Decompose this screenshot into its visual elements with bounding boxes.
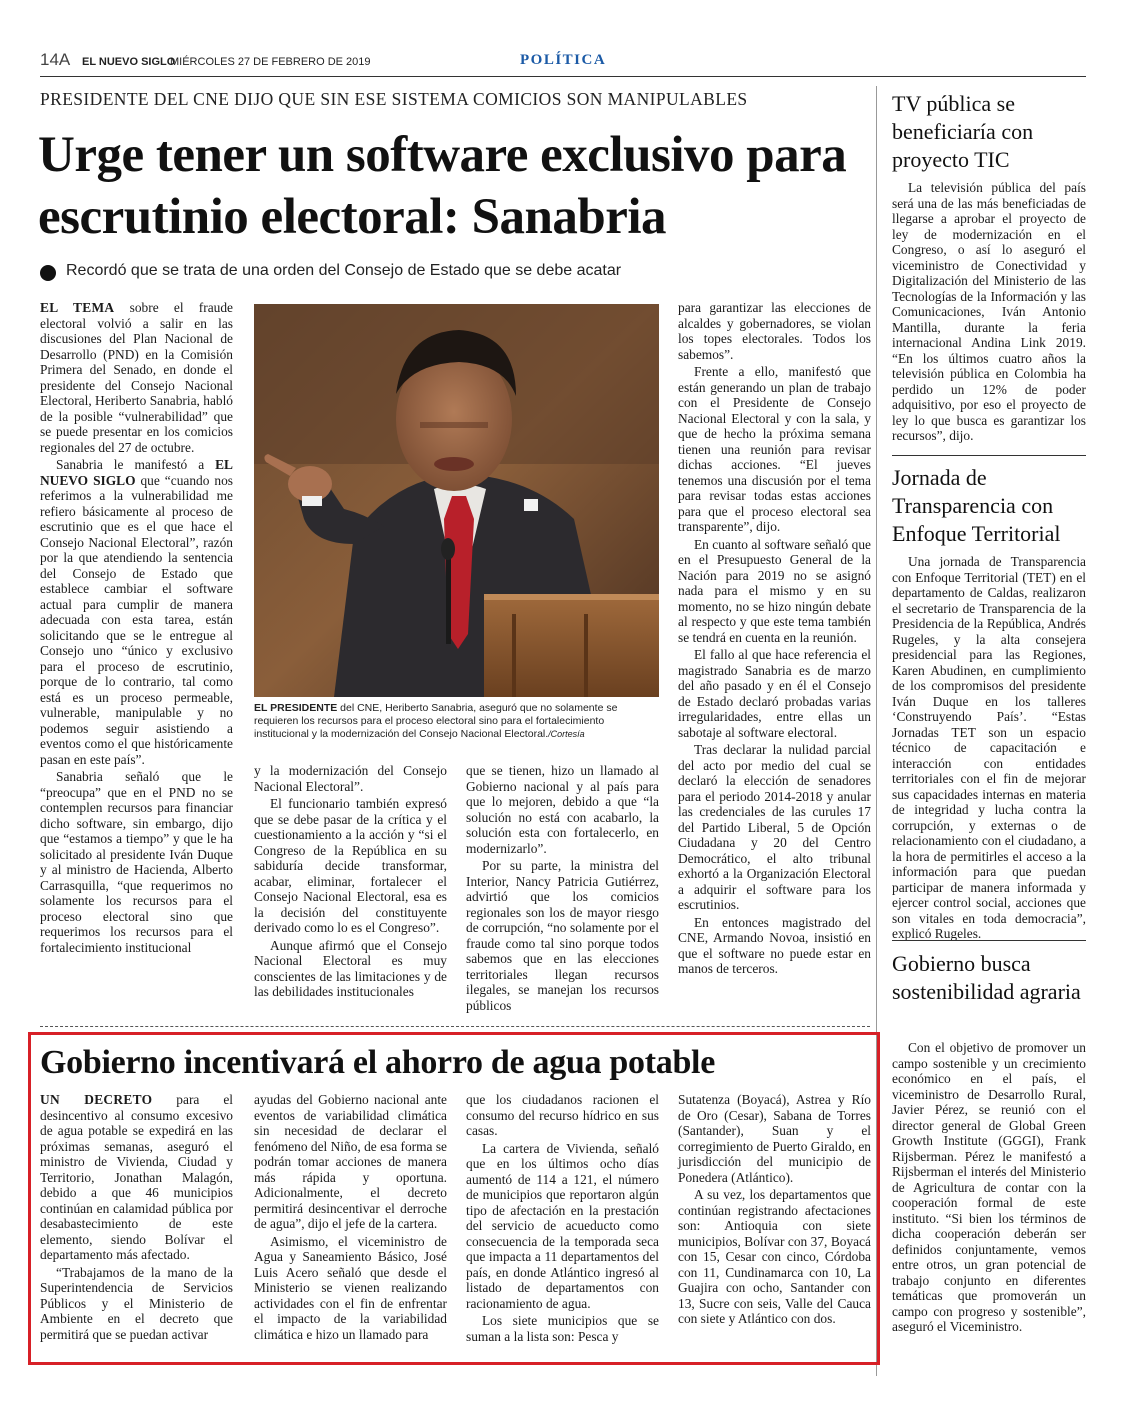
- second-col-2: [254, 1092, 447, 1344]
- caption-text: del CNE, Heriberto Sanabria, aseguró que no solamente se requieren los recursos para el proceso electoral sino para el fortalecimiento institucional y la modernización del Consejo Nacional Electoral.: [254, 702, 618, 740]
- paragraph: La cartera de Vivienda, señaló que en los últimos ocho días aumentó de 114 a 121, el número de municipios que reportaron algún tipo de afectación en la prestación del servicio de acueducto como consecuencia de la temporada seca que impacta a 11 departamentos del país, en donde Atlántico ingresó al listado de departamentos con racionamiento de agua.: [466, 1140, 659, 1311]
- photo-credit: /Cortesía: [548, 729, 585, 739]
- paragraph: Una jornada de Transparencia con Enfoque Territorial (TET) en el departamento de Caldas, realizaron el secretario de Transparencia de la Presidencia de la República, Andrés Rugeles, y la alta consejera presidencial para las Regiones, Karen Abudinen, en cumplimiento de los compromisos del presidente Iván Duque en los talleres ‘Construyendo País’. “Estas Jornadas TET son un espacio técnico de capacitación e interacción con entidades territoriales con el fin de mejorar sus capacidades internas en materia de integridad y lucha contra la corrupción, y externas o de relacionamiento con el ciudadano, a la hora de permitirles el acceso a la información para que puedan participar de manera informada y ejercer control social, acciones que son vitales en toda democracia”, explicó Rugeles.: [892, 554, 1086, 941]
- main-subhead: Recordó que se trata de una orden del Consejo de Estado que se debe acatar: [66, 262, 622, 279]
- page-number: 14A: [40, 50, 71, 69]
- sidebar-body-2: [892, 554, 1086, 944]
- sidebar-headline-3: Gobierno busca sostenibilidad agraria: [892, 951, 1081, 1004]
- second-col-4: [678, 1092, 871, 1329]
- sidebar-body-1: [892, 180, 1086, 446]
- masthead: [40, 50, 1086, 77]
- paragraph: para el desincentivo al consumo excesivo de agua potable se expedirá en las próximas semanas, aseguró el ministro de Vivienda, Ciudad y Territorio, Jonathan Malagón, debido a que 46 municipios continúan en calamidad pública por desabastecimiento de este elemento, siendo Bolívar el departamento más afectado.: [40, 1092, 233, 1262]
- paper-name: EL NUEVO SIGLO: [82, 56, 176, 68]
- paragraph: Aunque afirmó que el Consejo Nacional Electoral es muy conscientes de las limitaciones y de las debilidades institucionales: [254, 937, 447, 999]
- paragraph: El funcionario también expresó que se debe pasar de la crítica y el cuestionamiento a la acción y “si el Congreso de la República en su sabiduría decide transformar, acabar, eliminar, fortalecer el Consejo Nacional Electoral, esa es la decisión del constituyente derivado como lo es el Congreso”.: [254, 796, 447, 935]
- sidebar-body-3: [892, 1040, 1086, 1337]
- main-col-3: [466, 763, 659, 1015]
- speaker-photo: [254, 304, 659, 697]
- paragraph: que se tienen, hizo un llamado al Gobierno nacional y al país para que lo mejoren, debido a que “la solución no está con acabarlo, la solución esta con fortalecerlo, en modernizarlo”.: [466, 763, 659, 856]
- sidebar-rule: [892, 940, 1086, 941]
- paragraph: ayudas del Gobierno nacional ante eventos de variabilidad climática sin necesidad de declarar el fenómeno del Niño, de esa forma se podrán tomar acciones de manera más rápida y oportuna. Adicionalmente, el decreto permitirá desincentivar el derroche de agua”, dijo el jefe de la cartera.: [254, 1092, 447, 1231]
- paragraph: Frente a ello, manifestó que están generando un plan de trabajo con el Presidente de Consejo Nacional Electoral y con la sala, y que de hecho la próxima semana tienen una reunión para revisar dichas acciones. “El jueves tenemos una discusión por el tema para revisar todas estas acciones para que el proceso electoral sea transparente”, dijo.: [678, 364, 871, 534]
- lead-in: EL TEMA: [40, 300, 115, 315]
- paragraph: Por su parte, la ministra del Interior, Nancy Patricia Gutiérrez, advirtió que los comicios regionales son los de mayor riesgo de corrupción, “no solamente por el fraude como tal sino porque todos sabemos que en las elecciones territoriales llegan recursos ilegales, se manejan los recursos públicos: [466, 858, 659, 1013]
- paper-mention: EL NUEVO SIGLO: [40, 457, 233, 488]
- paragraph: para garantizar las elecciones de alcaldes y gobernadores, se violan los topes electorales. Todos los sabemos”.: [678, 300, 871, 362]
- story-separator: [40, 1026, 870, 1027]
- paragraph: y la modernización del Consejo Nacional Electoral”.: [254, 763, 447, 794]
- paragraph: Tras declarar la nulidad parcial del acto por medio del cual se declaró la elección de senadores para el periodo 2014-2018 y anular las credenciales de las curules 17 del Partido Liberal, 5 de Opción Ciudadana y 20 del Centro Democrático, el alto tribunal exhortó a la Organización Electoral a adquirir el software para los escrutinios.: [678, 742, 871, 912]
- publication-date: MIÉRCOLES 27 DE FEBRERO DE 2019: [170, 56, 371, 68]
- lead-in: UN DECRETO: [40, 1092, 153, 1107]
- bullet-icon: [40, 265, 56, 281]
- second-col-1: [40, 1092, 233, 1344]
- paragraph: que “cuando nos referimos a la vulnerabilidad me refiero básicamente al proceso de escrutinio que es el que hace el Consejo Nacional Electoral”, razón por la que atendiendo la sentencia del Consejo de Estado que establece cambiar el software actual para cumplir de manera adecuada con esta tarea, están solicitando que se le entregue al Consejo uno “único y exclusivo para el proceso de escrutinio, porque de lo contrario, tal como está es un proceso permeable, vulnerable, manipulable y no podemos seguir asistiendo a eventos como el que históricamente pasan en este país”.: [40, 472, 234, 767]
- section-label: POLÍTICA: [520, 52, 607, 68]
- main-headline: Urge tener un software exclusivo para escrutinio electoral: Sanabria: [38, 127, 847, 245]
- paragraph: “Trabajamos de la mano de la Superintendencia de Servicios Públicos y el Ministerio de Ambiente en el decreto que permitirá que se puedan activar: [40, 1264, 233, 1342]
- second-col-3: [466, 1092, 659, 1346]
- sidebar-rule: [892, 455, 1086, 456]
- paragraph: Los siete municipios que se suman a la lista son: Pesca y: [466, 1313, 659, 1344]
- paragraph: Asimismo, el viceministro de Agua y Saneamiento Básico, José Luis Acero señaló que desde el Ministerio se vienen realizando actividades con el fin de enfrentar el impacto de la variabilidad climática e hizo un llamado para: [254, 1233, 447, 1342]
- sidebar-headline-1: TV pública se beneficiaría con proyecto TIC: [892, 91, 1034, 172]
- paragraph: Sanabria señaló que le “preocupa” que en el PND no se contemplen recursos para financiar dicho software, sin embargo, dijo que “estamos a tiempo” y que le ha solicitado al presidente Iván Duque y al ministro de Hacienda, Alberto Carrasquilla, “que requerimos no solamente los recursos para el proceso electoral sino que requerimos los recursos para el fortalecimiento institucional: [40, 769, 233, 955]
- paragraph: A su vez, los departamentos que continúan registrando afectaciones son: Antioquia con siete municipios, Bolívar con 37, Boyacá con 15, Cesar con cinco, Córdoba con 11, Cundinamarca con 10, La Guajira con ocho, Santander con 13, Sucre con seis, Valle del Cauca con siete y Atlántico con dos.: [678, 1187, 871, 1326]
- paragraph: sobre el fraude electoral volvió a salir en las discusiones del Plan Nacional de Desarrollo (PND) en la Comisión Primera del Senado, en donde el presidente del Consejo Nacional Electoral, Heriberto Sanabria, habló de la posible “vulnerabilidad” que se puede presentar en los comicios regionales del 27 de octubre.: [40, 300, 233, 455]
- main-col-4: [678, 300, 871, 979]
- paragraph: Sutatenza (Boyacá), Astrea y Río de Oro (Cesar), Sabana de Torres (Santander), Suan y el corregimiento de Puerto Giraldo, en jurisdicción del municipio de Ponedera (Atlántico).: [678, 1092, 871, 1185]
- caption-lead: EL PRESIDENTE: [254, 702, 338, 714]
- paragraph: En entonces magistrado del CNE, Armando Novoa, insistió en que el software no puede estar en manos de terceros.: [678, 914, 871, 976]
- main-col-1: [40, 300, 233, 957]
- main-kicker: PRESIDENTE DEL CNE DIJO QUE SIN ESE SISTEMA COMICIOS SON MANIPULABLES: [40, 89, 748, 109]
- paragraph: El fallo al que hace referencia el magistrado Sanabria es de marzo del año pasado y en él el Consejo de Estado declaró probadas varias irregularidades, entre ellas un sabotaje al software electoral.: [678, 647, 871, 740]
- paragraph: En cuanto al software señaló que en el Presupuesto General de la Nación para 2019 no se asignó nada para el mismo y en su momento, no se hizo ningún debate al respecto y que este tema también se tendrá en cuenta en la reunión.: [678, 536, 871, 645]
- photo-caption: [254, 702, 659, 741]
- main-col-2: [254, 763, 447, 1002]
- paragraph: Sanabria le manifestó a: [56, 457, 216, 472]
- second-headline: Gobierno incentivará el ahorro de agua potable: [40, 1044, 715, 1081]
- sidebar-headline-2: Jornada de Transparencia con Enfoque Territorial: [892, 465, 1061, 546]
- paragraph: La televisión pública del país será una de las más beneficiadas de llegarse a aprobar el proyecto de ley de modernización en el Congreso, o así lo aseguró el viceministro de Conectividad y Digitalización del Ministerio de las Tecnologías de la Información y las Comunicaciones, Iván Antonio Mantilla, durante la feria internacional Andina Link 2019. “En los últimos cuatro años la televisión pública en Colombia ha perdido un 12% de poder adquisitivo, por eso el proyecto de ley lo que busca es garantizar los recursos”, dijo.: [892, 180, 1086, 443]
- paragraph: Con el objetivo de promover un campo sostenible y un crecimiento económico en el país, el viceministro de Desarrollo Rural, Javier Pérez, se reunió con el director general de Global Green Growth Institute (GGGI), Frank Rijsberman. Pérez le manifestó a Rijsberman el interés del Ministerio de Agricultura de contar con la cooperación formal de este instituto. “Si bien los términos de dicha cooperación deberán ser definidos conjuntamente, vemos entre otros, un gran potencial de trabajo conjunto en diferentes temáticas que promoverán un campo con progreso y sostenible”, aseguró el Viceministro.: [892, 1040, 1086, 1334]
- paragraph: que los ciudadanos racionen el consumo del recurso hídrico en sus casas.: [466, 1092, 659, 1138]
